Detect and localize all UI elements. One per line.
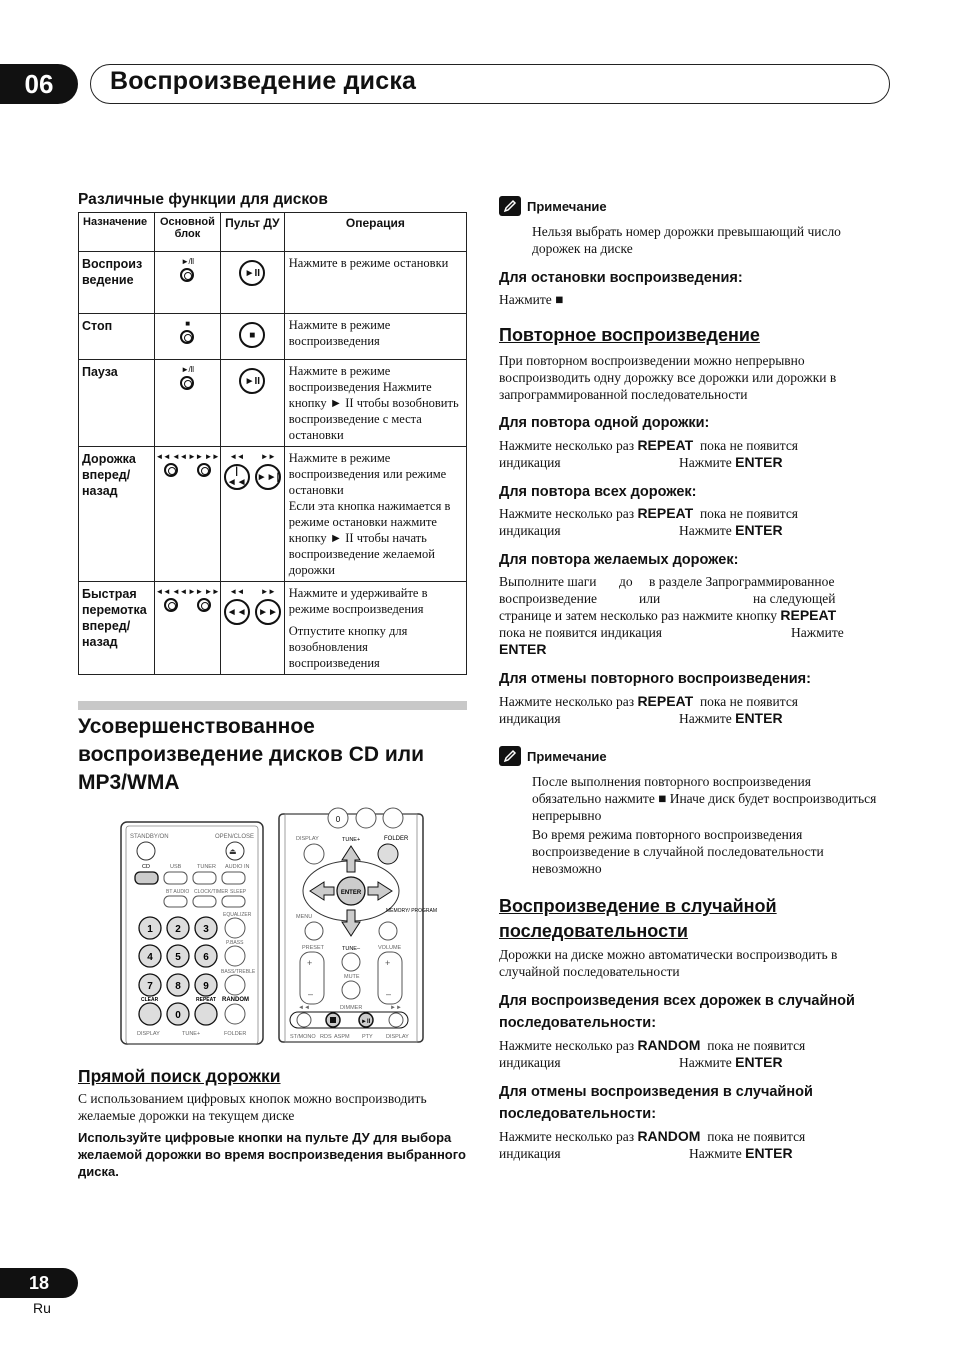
random-all-text: [499, 1037, 879, 1071]
direct-search-title: Прямой поиск дорожки: [78, 1066, 281, 1086]
text-part: или: [639, 591, 661, 606]
unit-skip-cell: [154, 447, 220, 582]
header-remote: Пульт ДУ: [220, 213, 284, 252]
source-audio-in-label: AUDIO IN: [225, 864, 250, 870]
text-part: Нажмите несколько раз: [499, 1129, 635, 1144]
digit-9: 9: [203, 981, 209, 992]
volume-label: VOLUME: [378, 945, 402, 951]
unit-knob-icon: [164, 598, 178, 612]
random-all-heading: Для воспроизведения всех дорожек в случайной последовательности:: [499, 993, 855, 1031]
st-mono-label: ST/MONO: [290, 1034, 316, 1040]
random-cancel-heading: Для отмены воспроизведения в случайной последовательности:: [499, 1084, 813, 1122]
random-keyword: RANDOM: [637, 1128, 701, 1144]
section-divider-bar: [78, 701, 467, 710]
mute-label: MUTE: [344, 974, 360, 980]
table-row: [79, 360, 467, 447]
fast-forward-icon: ►►: [255, 599, 281, 625]
remote-label: ◄◄: [229, 587, 245, 596]
table-title: Различные функции для дисков: [78, 191, 328, 208]
unit-stop-cell: [154, 314, 220, 360]
text-part: странице и затем несколько раз нажмите кнопку: [499, 608, 778, 623]
tune-plus-label-left: TUNE+: [182, 1031, 201, 1037]
chapter-title: Воспроизведение диска: [110, 67, 417, 95]
svg-text:►►: ►►: [390, 1005, 402, 1011]
repeat-all-text: [499, 505, 879, 539]
digit-8: 8: [175, 981, 181, 992]
tune-plus-label: TUNE+: [342, 837, 361, 843]
enter-label: ENTER: [340, 890, 362, 896]
skip-back-icon: |◄◄: [224, 464, 250, 490]
row-name: Быстрая перемотка вперед/ назад: [79, 582, 155, 675]
note-pencil-icon: [499, 196, 521, 216]
unit-knob-icon: [180, 268, 194, 282]
random-keyword: RANDOM: [637, 1037, 701, 1053]
bt-audio-label: BT AUDIO: [166, 889, 190, 895]
text-part: индикация: [499, 1055, 561, 1070]
rds-label: RDS: [320, 1034, 332, 1040]
text-part: Выполните шаги: [499, 574, 597, 589]
note-heading: [499, 196, 879, 216]
power-button-icon: [137, 842, 155, 860]
text-part: Нажмите несколько раз: [499, 506, 635, 521]
bt-audio-button-icon: [164, 896, 187, 907]
digit-2: 2: [175, 924, 181, 935]
row-operation: Нажмите в режиме воспроизведения Нажмите кнопку ► II чтобы возобновить воспроизведение с места остановки: [284, 360, 466, 447]
digit-1: 1: [147, 924, 153, 935]
svg-text:–: –: [386, 989, 392, 999]
text-part: пока не появится: [699, 694, 799, 709]
random-label: RANDOM: [222, 997, 249, 1003]
svg-text:◄◄: ◄◄: [298, 1005, 310, 1011]
digit-5: 5: [175, 952, 181, 963]
play-pause-icon: ►II: [239, 368, 265, 394]
repeat-label: REPEAT: [196, 997, 216, 1003]
pbass-label: P.BASS: [226, 940, 244, 946]
note-text: [532, 773, 880, 877]
note-text: Нельзя выбрать номер дорожки превышающий число дорожек на диске: [532, 224, 841, 256]
unit-play-pause-cell: [154, 252, 220, 314]
note-heading: [499, 746, 879, 766]
disc-functions-table: [78, 212, 467, 675]
unit-label: ■: [185, 319, 190, 328]
standby-label: STANDBY/ON: [130, 834, 169, 840]
source-cd-label: CD: [142, 864, 150, 870]
row-operation: Нажмите в режиме воспроизведения или режиме остановки Если эта кнопка нажимается в режиме остановки нажмите кнопку ► II чтобы начать воспроизведение желаемой дорожки: [284, 447, 466, 582]
sleep-button-icon: [222, 896, 245, 907]
menu-label: MENU: [296, 914, 313, 920]
unit-knob-icon: [180, 330, 194, 344]
text-part: Нажмите: [679, 1055, 732, 1070]
text-part: индикация: [499, 1146, 561, 1161]
text-part: пока не появится: [707, 1129, 806, 1144]
note-pencil-icon: [499, 746, 521, 766]
text-part: индикация: [499, 455, 561, 470]
table-row: [79, 252, 467, 314]
stop-text: Нажмите ■: [499, 292, 564, 307]
row-name: Пауза: [79, 360, 155, 447]
enter-keyword: ENTER: [735, 1054, 783, 1070]
source-usb-label: USB: [170, 864, 182, 870]
repeat-all-heading: Для повтора всех дорожек:: [499, 484, 697, 500]
aspm-label: ASPM: [334, 1034, 350, 1040]
dimmer-label: DIMMER: [340, 1005, 363, 1011]
random-section-title: Воспроизведение в случайной последовательности: [499, 896, 777, 941]
enter-keyword: ENTER: [499, 641, 547, 657]
open-close-label: OPEN/CLOSE: [215, 834, 255, 840]
unit-seek-cell: [154, 582, 220, 675]
row-name: Воспроиз ведение: [79, 252, 155, 314]
text-part: Нажмите: [689, 1146, 742, 1161]
row-operation: Нажмите в режиме воспроизведения: [284, 314, 466, 360]
svg-text:►II: ►II: [361, 1019, 371, 1025]
clock-timer-label: CLOCK/TIMER: [194, 889, 229, 895]
text-part: на следующей: [753, 591, 836, 606]
operation-part-1: Нажмите и удерживайте в режиме воспроизведения: [288, 586, 428, 616]
eject-icon: ⏏: [229, 847, 237, 856]
stop-icon: ■: [239, 322, 265, 348]
unit-label: ►► ►►: [187, 587, 220, 596]
note-paragraph: Во время режима повторного воспроизведения воспроизведение в случайной последовательности невозможно: [532, 827, 824, 876]
repeat-one-text: [499, 437, 879, 471]
remote-right-panel: [279, 808, 437, 1042]
text-part: Нажмите: [679, 523, 732, 538]
repeat-keyword: REPEAT: [637, 437, 694, 453]
stop-heading: Для остановки воспроизведения:: [499, 270, 743, 286]
folder-label: FOLDER: [384, 836, 409, 842]
remote-cell: [220, 314, 284, 360]
remote-label: ◄◄: [229, 452, 245, 461]
text-part: Нажмите: [679, 455, 732, 470]
remote-label: ►►: [260, 587, 276, 596]
enter-keyword: ENTER: [745, 1145, 793, 1161]
play-pause-icon: ►II: [239, 260, 265, 286]
clock-button-icon: [193, 896, 216, 907]
unit-knob-icon: [197, 598, 211, 612]
text-part: до: [619, 574, 633, 589]
operation-part-2: Отпустите кнопку для возобновления воспроизведения: [288, 624, 408, 670]
clear-label: CLEAR: [141, 997, 159, 1003]
unit-knob-icon: [197, 463, 211, 477]
page-number-badge: 18: [0, 1268, 78, 1298]
audio-in-button-icon: [222, 872, 245, 884]
unit-label: ◄◄ ◄◄: [155, 587, 187, 596]
row-name: Дорожка вперед/ назад: [79, 447, 155, 582]
enter-keyword: ENTER: [735, 710, 783, 726]
source-tuner-label: TUNER: [197, 864, 216, 870]
cancel-repeat-text: [499, 693, 879, 727]
header-main-unit: Основной блок: [154, 213, 220, 252]
digit-0: 0: [175, 1010, 181, 1021]
chapter-number-badge: 06: [0, 64, 78, 104]
remote-control-illustration: [120, 814, 438, 1042]
random-cancel-text: [499, 1128, 879, 1162]
repeat-desired-text: [499, 573, 879, 657]
text-part: в разделе Запрограммированное: [649, 574, 835, 589]
digit-3: 3: [203, 924, 209, 935]
repeat-keyword: REPEAT: [780, 607, 837, 623]
repeat-one-heading: Для повтора одной дорожки:: [499, 415, 710, 431]
row-operation: [284, 582, 466, 675]
digit-7: 7: [147, 981, 153, 992]
display-label: DISPLAY: [296, 836, 319, 842]
unit-label: ►► ►►: [187, 452, 220, 461]
usb-button-icon: [164, 872, 187, 884]
tune-minus-label: TUNE–: [342, 946, 361, 952]
cancel-repeat-heading: Для отмены повторного воспроизведения:: [499, 671, 811, 687]
repeat-keyword: REPEAT: [637, 693, 694, 709]
row-name: Стоп: [79, 314, 155, 360]
unit-label: ►/II: [181, 257, 194, 266]
remote-label: ►►: [260, 452, 276, 461]
note-label: Примечание: [527, 198, 607, 214]
cd-button-icon: [135, 872, 158, 884]
text-part: воспроизведение: [499, 591, 598, 606]
mute-button-icon: [342, 953, 360, 971]
note-label: Примечание: [527, 748, 607, 764]
text-part: Нажмите: [791, 625, 844, 640]
remote-left-panel: [121, 822, 263, 1044]
zero-key-top: 0: [335, 815, 341, 824]
tuner-button-icon: [193, 872, 216, 884]
enter-keyword: ENTER: [735, 522, 783, 538]
direct-search-text: С использованием цифровых кнопок можно воспроизводить желаемые дорожки на текущем диске: [78, 1091, 427, 1123]
skip-forward-icon: ►►|: [255, 464, 281, 490]
digit-6: 6: [203, 952, 209, 963]
display-label-left: DISPLAY: [137, 1031, 160, 1037]
table-header-row: [79, 213, 467, 252]
note-paragraph: После выполнения повторного воспроизведения обязательно нажмите ■ Иначе диск будет воспроизводиться непрерывно: [532, 774, 877, 823]
display-label-bottom: DISPLAY: [386, 1034, 409, 1040]
text-part: индикация: [499, 523, 561, 538]
text-part: пока не появится: [699, 506, 799, 521]
enter-keyword: ENTER: [735, 454, 783, 470]
svg-text:+: +: [307, 958, 313, 968]
preset-label: PRESET: [302, 945, 325, 951]
remote-cell: [220, 582, 284, 675]
table-row: [79, 314, 467, 360]
random-intro: Дорожки на диске можно автоматически воспроизводить в случайной последовательности: [499, 947, 838, 979]
unit-label: ◄◄ ◄◄: [155, 452, 187, 461]
table-row: [79, 447, 467, 582]
text-part: пока не появится: [699, 438, 799, 453]
repeat-intro: При повторном воспроизведении можно непрерывно воспроизводить одну дорожку все дорожки или дорожки в запрограммированной последовательности: [499, 353, 837, 402]
unit-knob-icon: [164, 463, 178, 477]
remote-cell: [220, 360, 284, 447]
pty-label: PTY: [362, 1034, 373, 1040]
text-part: Нажмите несколько раз: [499, 694, 635, 709]
unit-label: ►/II: [181, 365, 194, 374]
text-part: Нажмите несколько раз: [499, 1038, 635, 1053]
repeat-section-title: Повторное воспроизведение: [499, 325, 760, 345]
header-operation: Операция: [284, 213, 466, 252]
equalizer-label: EQUALIZER: [223, 912, 252, 918]
remote-cell: [220, 252, 284, 314]
direct-search-instruction: Используйте цифровые кнопки на пульте ДУ для выбора желаемой дорожки во время воспроизведения выбранного диска.: [78, 1130, 466, 1179]
folder-label-left: FOLDER: [224, 1031, 247, 1037]
rewind-icon: ◄◄: [224, 599, 250, 625]
advanced-playback-title: Усовершенствованное воспроизведение дисков CD или MP3/WMA: [78, 715, 425, 794]
sleep-label: SLEEP: [230, 889, 247, 895]
text-part: пока не появится индикация: [499, 625, 663, 640]
text-part: Нажмите: [679, 711, 732, 726]
language-code: Ru: [33, 1300, 51, 1316]
text-part: индикация: [499, 711, 561, 726]
unit-pause-cell: [154, 360, 220, 447]
text-part: Нажмите несколько раз: [499, 438, 635, 453]
remote-cell: [220, 447, 284, 582]
svg-text:–: –: [308, 989, 314, 999]
memory-program-label: MEMORY/ PROGRAM: [386, 908, 438, 914]
svg-text:+: +: [385, 958, 391, 968]
text-part: пока не появится: [707, 1038, 806, 1053]
repeat-desired-heading: Для повтора желаемых дорожек:: [499, 552, 739, 568]
digit-4: 4: [147, 952, 153, 963]
unit-knob-icon: [180, 376, 194, 390]
row-operation: Нажмите в режиме остановки: [284, 252, 466, 314]
header-purpose: Назначение: [79, 213, 155, 252]
bass-treble-label: BASS/TREBLE: [221, 969, 256, 975]
repeat-keyword: REPEAT: [637, 505, 694, 521]
table-row: [79, 582, 467, 675]
